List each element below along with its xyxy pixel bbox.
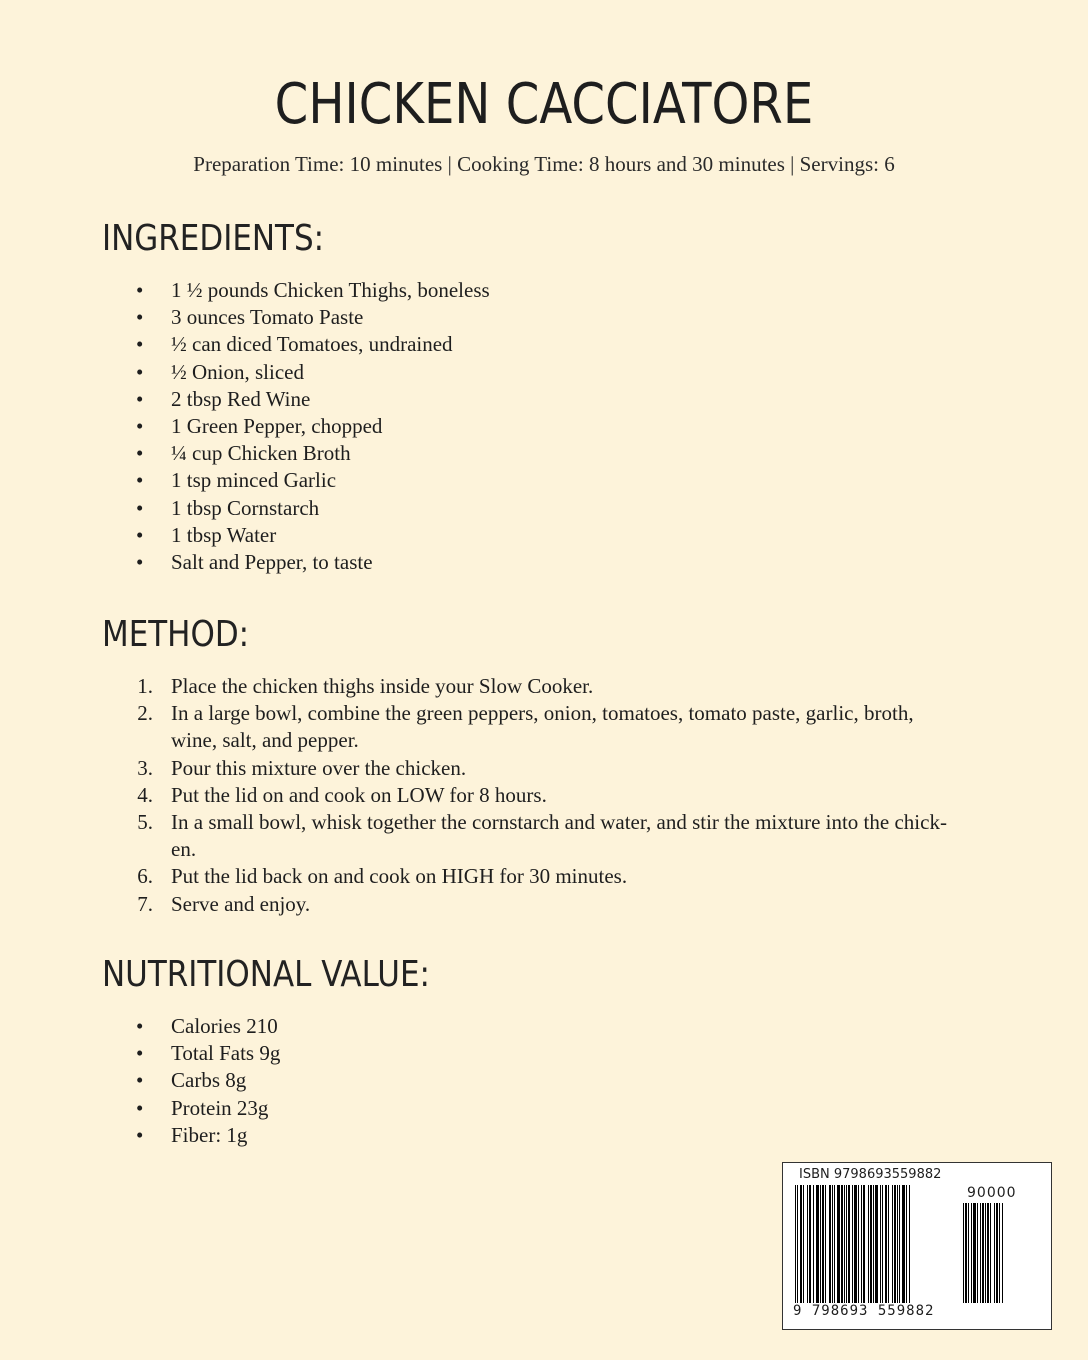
ingredient-item bbox=[136, 495, 996, 522]
list-item-text: Calories 210 bbox=[171, 1014, 278, 1038]
ingredient-item bbox=[136, 440, 996, 467]
method-step bbox=[136, 863, 956, 890]
isbn-label: ISBN 9798693559882 bbox=[799, 1167, 942, 1182]
list-item-text: Put the lid back on and cook on HIGH for 30 minutes. bbox=[171, 864, 628, 889]
ingredient-item bbox=[136, 277, 996, 304]
list-marker: 7. bbox=[137, 891, 153, 916]
ingredient-item bbox=[136, 467, 996, 494]
recipe-title: CHICKEN CACCIATORE bbox=[274, 72, 814, 137]
method-list bbox=[136, 673, 956, 918]
recipe-meta: Preparation Time: 10 minutes | Cooking Time: 8 hours and 30 minutes | Servings: 6 bbox=[193, 152, 895, 176]
list-item-text: In a small bowl, whisk together the cornstarch and water, and stir the mixture into the chick-en. bbox=[171, 810, 947, 862]
list-item-text: Protein 23g bbox=[171, 1095, 269, 1120]
method-heading: METHOD: bbox=[102, 614, 250, 655]
list-item-text: Total Fats 9g bbox=[171, 1041, 281, 1066]
ingredient-item bbox=[136, 331, 996, 358]
list-item-text: Fiber: 1g bbox=[171, 1122, 248, 1147]
method-step bbox=[136, 891, 956, 918]
ingredient-item bbox=[136, 413, 996, 440]
ingredients-heading: INGREDIENTS: bbox=[102, 218, 325, 259]
barcode-bars-addon bbox=[963, 1203, 1035, 1303]
list-marker: • bbox=[136, 305, 144, 330]
list-marker: • bbox=[136, 1122, 144, 1147]
method-step bbox=[136, 755, 956, 782]
list-item-text: 1 Green Pepper, chopped bbox=[171, 414, 383, 439]
list-marker: • bbox=[136, 278, 144, 302]
list-marker: • bbox=[136, 522, 144, 547]
list-marker: • bbox=[136, 359, 144, 384]
list-marker: • bbox=[136, 550, 144, 575]
nutrition-item bbox=[136, 1067, 996, 1094]
list-marker: • bbox=[136, 468, 144, 493]
method-step bbox=[136, 673, 956, 700]
nutrition-item bbox=[136, 1040, 996, 1067]
nutrition-list bbox=[136, 1013, 996, 1149]
list-marker: 6. bbox=[137, 864, 153, 889]
list-marker: 4. bbox=[137, 782, 153, 807]
list-item-text: Carbs 8g bbox=[171, 1068, 247, 1093]
list-item-text: In a large bowl, combine the green peppers, onion, tomatoes, tomato paste, garlic, broth, wine, salt, and pepper. bbox=[171, 701, 914, 753]
list-marker: 2. bbox=[137, 701, 153, 726]
method-step bbox=[136, 700, 956, 754]
list-item-text: 2 tbsp Red Wine bbox=[171, 386, 311, 411]
ingredients-list bbox=[136, 277, 996, 576]
ingredient-item bbox=[136, 549, 996, 576]
barcode-addon-number: 90000 bbox=[967, 1185, 1017, 1201]
list-item-text: ¼ cup Chicken Broth bbox=[171, 441, 351, 466]
ingredient-item bbox=[136, 386, 996, 413]
list-marker: • bbox=[136, 1014, 144, 1038]
list-marker: • bbox=[136, 1068, 144, 1093]
list-item-text: ½ Onion, sliced bbox=[171, 359, 304, 384]
list-marker: 1. bbox=[137, 674, 153, 698]
list-marker: • bbox=[136, 495, 144, 520]
list-item-text: Pour this mixture over the chicken. bbox=[171, 755, 467, 780]
list-marker: 3. bbox=[137, 755, 153, 780]
list-marker: • bbox=[136, 332, 144, 357]
list-item-text: 1 tsp minced Garlic bbox=[171, 468, 337, 493]
list-item-text: Serve and enjoy. bbox=[171, 891, 311, 916]
isbn-barcode bbox=[782, 1162, 1052, 1330]
list-item-text: 1 tbsp Water bbox=[171, 522, 277, 547]
list-item-text: 3 ounces Tomato Paste bbox=[171, 305, 364, 330]
method-step bbox=[136, 782, 956, 809]
nutrition-item bbox=[136, 1095, 996, 1122]
nutrition-item bbox=[136, 1122, 996, 1149]
list-item-text: 1 ½ pounds Chicken Thighs, boneless bbox=[171, 278, 490, 302]
list-marker: • bbox=[136, 441, 144, 466]
list-item-text: 1 tbsp Cornstarch bbox=[171, 495, 320, 520]
barcode-digits: 9 798693 559882 bbox=[793, 1303, 935, 1319]
list-item-text: Place the chicken thighs inside your Slow Cooker. bbox=[171, 674, 594, 698]
list-marker: • bbox=[136, 414, 144, 439]
list-item-text: Salt and Pepper, to taste bbox=[171, 550, 373, 575]
list-marker: 5. bbox=[137, 810, 153, 835]
nutrition-heading: NUTRITIONAL VALUE: bbox=[102, 954, 430, 995]
list-marker: • bbox=[136, 1095, 144, 1120]
ingredient-item bbox=[136, 359, 996, 386]
barcode-bars-main bbox=[795, 1185, 955, 1305]
method-step bbox=[136, 809, 956, 863]
ingredient-item bbox=[136, 522, 996, 549]
ingredient-item bbox=[136, 304, 996, 331]
list-item-text: Put the lid on and cook on LOW for 8 hours. bbox=[171, 782, 547, 807]
list-marker: • bbox=[136, 1041, 144, 1066]
list-item-text: ½ can diced Tomatoes, undrained bbox=[171, 332, 453, 357]
nutrition-item bbox=[136, 1013, 996, 1040]
list-marker: • bbox=[136, 386, 144, 411]
